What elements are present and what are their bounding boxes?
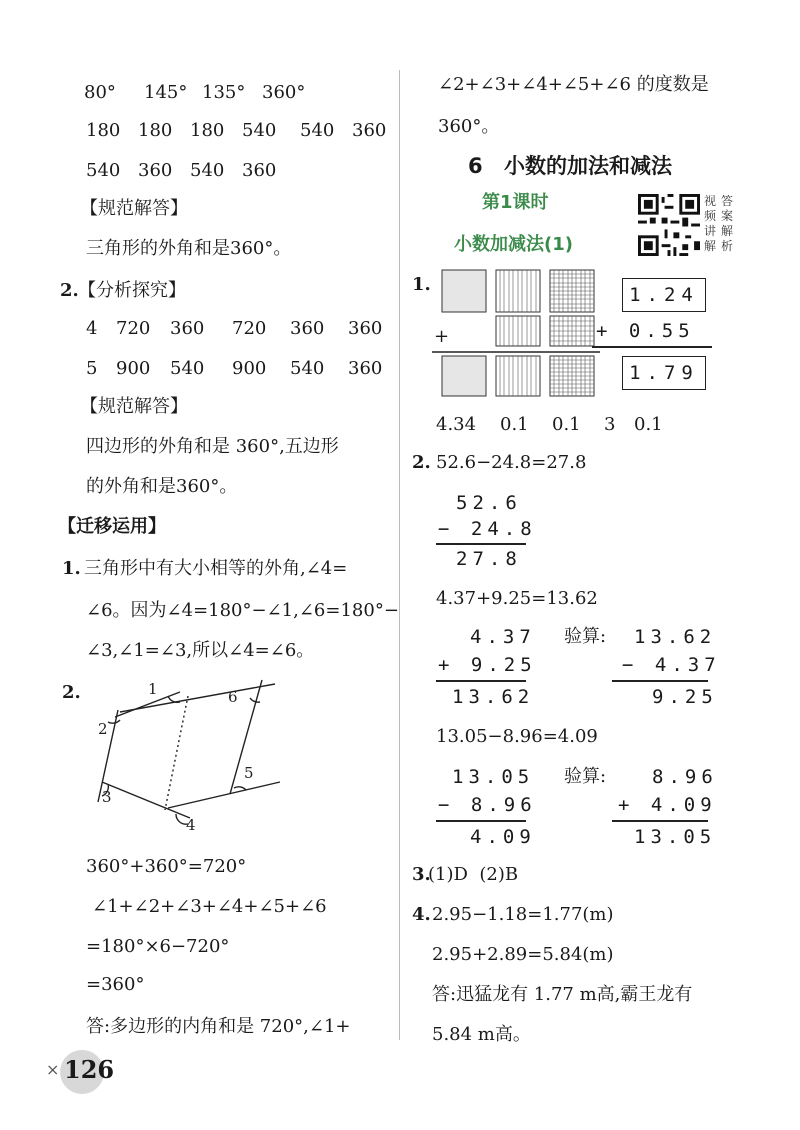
answer-value: 360 bbox=[348, 358, 383, 379]
section-title: 小数的加法和减法 bbox=[504, 154, 672, 178]
answer-value: 540 bbox=[86, 160, 121, 181]
answer-row-3 bbox=[86, 160, 276, 181]
angle-label: 1 bbox=[148, 680, 158, 698]
answer-value: 540 bbox=[300, 120, 335, 141]
answer-row-2 bbox=[86, 120, 386, 141]
qr-caption-char: 案 bbox=[721, 209, 734, 223]
answer-text: 三角形的外角和是360°。 bbox=[86, 238, 292, 259]
qr-caption-char: 答 bbox=[721, 194, 734, 208]
column-divider bbox=[399, 70, 400, 1040]
answer-value: 360 bbox=[242, 160, 277, 181]
vertical-calc-result: 4.09 bbox=[470, 826, 536, 848]
qr-caption-char: 讲 bbox=[704, 224, 717, 238]
question-number: 1. bbox=[62, 558, 81, 579]
equation: 52.6−24.8=27.8 bbox=[436, 452, 587, 473]
vertical-calc-line: 8.96 bbox=[652, 766, 718, 788]
answer-value: 540 bbox=[242, 120, 277, 141]
page-number: 126 bbox=[64, 1055, 115, 1084]
angle-label: 2 bbox=[98, 720, 108, 738]
addend-box: 1.24 bbox=[622, 278, 706, 312]
question-number: 1. bbox=[412, 274, 431, 295]
angle-label: 4 bbox=[186, 816, 196, 834]
answer-value: 540 bbox=[170, 358, 205, 379]
sum-rule bbox=[592, 346, 712, 348]
answer-value: 540 bbox=[290, 358, 325, 379]
equation: =180°×6−720° bbox=[86, 936, 230, 957]
calc-rule bbox=[436, 820, 526, 822]
lesson-subtitle: 小数加减法(1) bbox=[454, 234, 573, 255]
vertical-calc-line: − 24.8 bbox=[438, 518, 537, 540]
vertical-calc-result: 13.62 bbox=[452, 686, 535, 708]
answer-value: 360 bbox=[170, 318, 205, 339]
answer-text: 5.84 m高。 bbox=[432, 1024, 531, 1045]
equation: 2.95−1.18=1.77(m) bbox=[432, 904, 614, 925]
fill-value: 0.1 bbox=[634, 414, 663, 435]
qr-caption-char: 视 bbox=[704, 194, 717, 208]
vertical-calc-line: 13.62 bbox=[634, 626, 717, 648]
addend-row: + 0.55 bbox=[596, 320, 695, 342]
angle-label: 3 bbox=[102, 788, 112, 806]
fill-value: 0.1 bbox=[500, 414, 529, 435]
page-mark: × bbox=[46, 1060, 60, 1079]
equation: ∠1+∠2+∠3+∠4+∠5+∠6 bbox=[92, 896, 327, 917]
vertical-calc-line: 13.05 bbox=[452, 766, 535, 788]
answer-row-1 bbox=[84, 82, 305, 103]
section-heading-fenxi: 【分析探究】 bbox=[78, 280, 186, 301]
vertical-calc-result: 13.05 bbox=[634, 826, 717, 848]
equation: 360°+360°=720° bbox=[86, 856, 247, 877]
answer-value: 180 bbox=[190, 120, 225, 141]
equation: 2.95+2.89=5.84(m) bbox=[432, 944, 614, 965]
plus-sign: + bbox=[434, 326, 450, 347]
vertical-calc-line: 52.6 bbox=[456, 492, 522, 514]
fill-row bbox=[436, 414, 663, 435]
answer-value: 4 bbox=[86, 318, 98, 339]
answer-value: 135° bbox=[202, 82, 246, 103]
calc-rule bbox=[436, 680, 526, 682]
vertical-calc-line: − 4.37 bbox=[622, 654, 721, 676]
answer-value: 360 bbox=[348, 318, 383, 339]
question-number: 2. bbox=[412, 452, 431, 473]
vertical-calc-result: 27.8 bbox=[456, 548, 522, 570]
check-label: 验算: bbox=[564, 626, 607, 647]
answer-row-5 bbox=[86, 358, 382, 379]
section-heading-qianyi: 【迁移运用】 bbox=[58, 516, 166, 537]
answer-value: 180 bbox=[138, 120, 173, 141]
question-number: 4. bbox=[412, 904, 431, 925]
decimal-grid-figure bbox=[428, 268, 604, 398]
vertical-calc-line: 4.37 bbox=[470, 626, 536, 648]
equation: =360° bbox=[86, 974, 145, 995]
calc-rule bbox=[612, 820, 708, 822]
vertical-calc-line: + 9.25 bbox=[438, 654, 537, 676]
answer-value: 900 bbox=[116, 358, 151, 379]
qr-code-icon[interactable] bbox=[638, 194, 700, 256]
qr-caption-char: 解 bbox=[704, 239, 717, 253]
section-heading-guifan: 【规范解答】 bbox=[80, 198, 188, 219]
answer-text: 的外角和是360°。 bbox=[86, 476, 238, 497]
answer-text: 360°。 bbox=[438, 116, 500, 137]
section-heading-guifan: 【规范解答】 bbox=[80, 396, 188, 417]
answer-text: 答:迅猛龙有 1.77 m高,霸王龙有 bbox=[432, 984, 693, 1005]
fill-value: 0.1 bbox=[552, 414, 581, 435]
answer-value: 80° bbox=[84, 82, 116, 103]
hexagon-exterior-angles-figure bbox=[80, 672, 290, 842]
answer-value: 180 bbox=[86, 120, 121, 141]
question-number: 2. bbox=[62, 682, 81, 703]
vertical-calc-result: 9.25 bbox=[652, 686, 718, 708]
calc-rule bbox=[612, 680, 708, 682]
fill-value: 3 bbox=[604, 414, 616, 435]
vertical-calc-line: + 4.09 bbox=[618, 794, 717, 816]
calc-rule bbox=[436, 543, 526, 545]
answer-text: 答:多边形的内角和是 720°,∠1+ bbox=[86, 1016, 351, 1037]
qr-caption bbox=[704, 194, 738, 253]
qr-caption-char: 解 bbox=[721, 224, 734, 238]
answer-value: 145° bbox=[144, 82, 188, 103]
check-label: 验算: bbox=[564, 766, 607, 787]
answer-text: ∠2+∠3+∠4+∠5+∠6 的度数是 bbox=[438, 74, 709, 95]
answer-value: 720 bbox=[116, 318, 151, 339]
lesson-label: 第1课时 bbox=[482, 192, 549, 213]
answer-value: 5 bbox=[86, 358, 98, 379]
answer-value: 360° bbox=[262, 82, 306, 103]
answer-text: 三角形中有大小相等的外角,∠4= bbox=[84, 558, 348, 579]
angle-label: 5 bbox=[244, 764, 254, 782]
fill-value: 4.34 bbox=[436, 414, 477, 435]
qr-caption-char: 频 bbox=[704, 209, 717, 223]
answer-row-4 bbox=[86, 318, 382, 339]
answer-value: 360 bbox=[290, 318, 325, 339]
section-number: 6 bbox=[468, 154, 483, 178]
qr-caption-char: 析 bbox=[721, 239, 734, 253]
angle-label: 6 bbox=[228, 688, 238, 706]
answer-text: ∠3,∠1=∠3,所以∠4=∠6。 bbox=[86, 640, 315, 661]
answer-value: 360 bbox=[138, 160, 173, 181]
equation: 13.05−8.96=4.09 bbox=[436, 726, 598, 747]
sum-box: 1.79 bbox=[622, 356, 706, 390]
answer-text: 四边形的外角和是 360°,五边形 bbox=[86, 436, 339, 457]
question-number: 3. bbox=[412, 864, 431, 885]
answer-text: (1)D (2)B bbox=[428, 864, 519, 885]
question-number: 2. bbox=[60, 280, 79, 301]
equation: 4.37+9.25=13.62 bbox=[436, 588, 598, 609]
answer-value: 720 bbox=[232, 318, 267, 339]
answer-value: 540 bbox=[190, 160, 225, 181]
answer-text: ∠6。因为∠4=180°−∠1,∠6=180°− bbox=[86, 600, 399, 621]
answer-value: 900 bbox=[232, 358, 267, 379]
answer-value: 360 bbox=[352, 120, 387, 141]
vertical-calc-line: − 8.96 bbox=[438, 794, 537, 816]
